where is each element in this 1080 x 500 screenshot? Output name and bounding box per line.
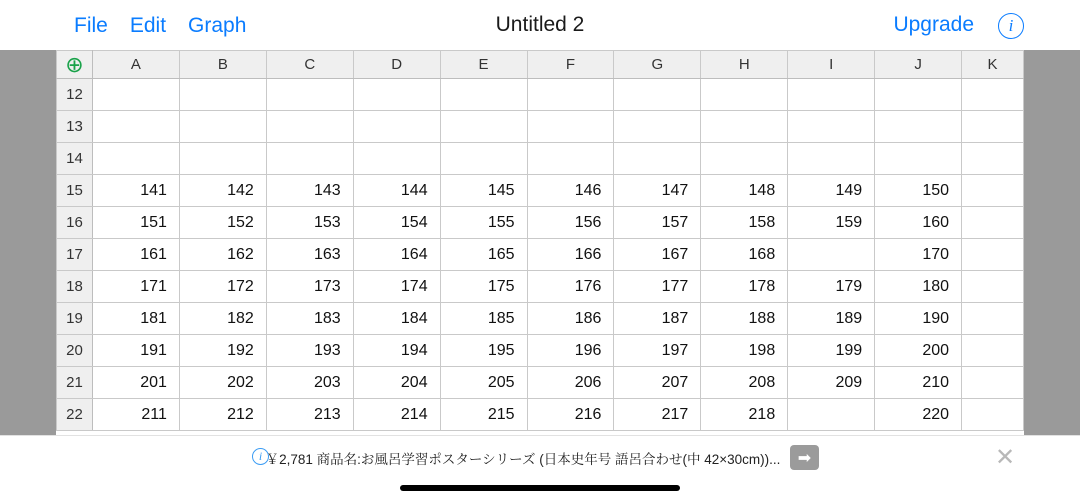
cell[interactable]: 185 xyxy=(440,303,527,335)
cell[interactable] xyxy=(875,111,962,143)
cell[interactable] xyxy=(266,79,353,111)
cell[interactable]: 218 xyxy=(701,399,788,431)
cell[interactable]: 184 xyxy=(353,303,440,335)
cell[interactable]: 202 xyxy=(179,367,266,399)
ad-close-icon[interactable]: ✕ xyxy=(994,444,1016,471)
cell[interactable] xyxy=(614,79,701,111)
menu-edit[interactable]: Edit xyxy=(129,13,167,37)
cell[interactable] xyxy=(788,399,875,431)
cell[interactable]: 203 xyxy=(266,367,353,399)
column-header-g[interactable]: G xyxy=(614,51,701,79)
cell[interactable] xyxy=(962,239,1024,271)
cell[interactable]: 174 xyxy=(353,271,440,303)
cell[interactable] xyxy=(353,79,440,111)
cell[interactable]: 144 xyxy=(353,175,440,207)
cell[interactable] xyxy=(440,143,527,175)
cell[interactable]: 196 xyxy=(527,335,614,367)
cell[interactable]: 214 xyxy=(353,399,440,431)
cell[interactable]: 170 xyxy=(875,239,962,271)
table-row[interactable] xyxy=(57,271,1024,303)
cell[interactable]: 143 xyxy=(266,175,353,207)
row-header[interactable]: 13 xyxy=(57,111,93,143)
cell[interactable]: 198 xyxy=(701,335,788,367)
cell[interactable] xyxy=(92,79,179,111)
column-header-f[interactable]: F xyxy=(527,51,614,79)
cell[interactable] xyxy=(962,111,1024,143)
cell[interactable]: 181 xyxy=(92,303,179,335)
cell[interactable]: 193 xyxy=(266,335,353,367)
cell[interactable]: 187 xyxy=(614,303,701,335)
cell[interactable]: 159 xyxy=(788,207,875,239)
menu-bar xyxy=(74,0,246,50)
select-all-cell[interactable] xyxy=(57,51,93,79)
cell[interactable]: 163 xyxy=(266,239,353,271)
spreadsheet-grid[interactable] xyxy=(56,50,1024,431)
cell[interactable] xyxy=(179,143,266,175)
cell[interactable]: 172 xyxy=(179,271,266,303)
table-row[interactable] xyxy=(57,239,1024,271)
cell[interactable]: 150 xyxy=(875,175,962,207)
cell[interactable] xyxy=(527,143,614,175)
cell[interactable] xyxy=(788,239,875,271)
cell[interactable] xyxy=(527,79,614,111)
cell[interactable]: 154 xyxy=(353,207,440,239)
cell[interactable]: 206 xyxy=(527,367,614,399)
row-header[interactable]: 14 xyxy=(57,143,93,175)
cell[interactable]: 205 xyxy=(440,367,527,399)
cell[interactable]: 197 xyxy=(614,335,701,367)
upgrade-button[interactable]: Upgrade xyxy=(893,13,974,36)
table-row[interactable] xyxy=(57,367,1024,399)
column-header-a[interactable]: A xyxy=(92,51,179,79)
cell[interactable]: 153 xyxy=(266,207,353,239)
cell[interactable] xyxy=(962,271,1024,303)
cell[interactable]: 186 xyxy=(527,303,614,335)
home-indicator[interactable] xyxy=(400,485,680,491)
cell[interactable]: 146 xyxy=(527,175,614,207)
cell[interactable] xyxy=(962,207,1024,239)
cell[interactable] xyxy=(875,143,962,175)
cell[interactable]: 168 xyxy=(701,239,788,271)
column-header-c[interactable]: C xyxy=(266,51,353,79)
cell[interactable] xyxy=(701,79,788,111)
table-row[interactable] xyxy=(57,111,1024,143)
cell[interactable]: 183 xyxy=(266,303,353,335)
row-header[interactable]: 19 xyxy=(57,303,93,335)
cell[interactable]: 194 xyxy=(353,335,440,367)
cell[interactable] xyxy=(788,111,875,143)
cell[interactable]: 216 xyxy=(527,399,614,431)
row-header[interactable]: 12 xyxy=(57,79,93,111)
cell[interactable] xyxy=(266,143,353,175)
cell[interactable] xyxy=(788,143,875,175)
cell[interactable]: 190 xyxy=(875,303,962,335)
column-header-h[interactable]: H xyxy=(701,51,788,79)
row-header[interactable]: 18 xyxy=(57,271,93,303)
cell[interactable] xyxy=(875,79,962,111)
cell[interactable]: 165 xyxy=(440,239,527,271)
column-header-e[interactable]: E xyxy=(440,51,527,79)
ad-text[interactable]: ￥2,781 商品名:お風呂学習ポスターシリーズ (日本史年号 語呂合わせ(中 42×30cm))... xyxy=(265,451,781,467)
cell[interactable] xyxy=(962,303,1024,335)
app-toolbar xyxy=(0,0,1080,51)
row-header[interactable]: 22 xyxy=(57,399,93,431)
row-header[interactable]: 16 xyxy=(57,207,93,239)
cell[interactable]: 176 xyxy=(527,271,614,303)
cell[interactable]: 180 xyxy=(875,271,962,303)
cell[interactable]: 189 xyxy=(788,303,875,335)
cell[interactable] xyxy=(701,143,788,175)
table-row[interactable] xyxy=(57,399,1024,431)
system-bottom-bar xyxy=(0,478,1080,500)
cell[interactable]: 212 xyxy=(179,399,266,431)
table-row[interactable] xyxy=(57,79,1024,111)
document-title: Untitled 2 xyxy=(495,13,585,36)
ad-banner[interactable] xyxy=(0,435,1080,479)
column-header-b[interactable]: B xyxy=(179,51,266,79)
menu-file[interactable]: File xyxy=(74,13,108,37)
cell[interactable] xyxy=(527,111,614,143)
cell[interactable]: 152 xyxy=(179,207,266,239)
cell[interactable]: 158 xyxy=(701,207,788,239)
cell[interactable]: 147 xyxy=(614,175,701,207)
cell[interactable]: 195 xyxy=(440,335,527,367)
table-row[interactable] xyxy=(57,303,1024,335)
cell[interactable] xyxy=(179,111,266,143)
cell[interactable]: 200 xyxy=(875,335,962,367)
cell[interactable]: 207 xyxy=(614,367,701,399)
row-header[interactable]: 21 xyxy=(57,367,93,399)
cell[interactable] xyxy=(962,367,1024,399)
row-header[interactable]: 17 xyxy=(57,239,93,271)
cell[interactable]: 149 xyxy=(788,175,875,207)
cell[interactable]: 167 xyxy=(614,239,701,271)
cell[interactable] xyxy=(614,143,701,175)
cell[interactable]: 148 xyxy=(701,175,788,207)
cell[interactable] xyxy=(179,79,266,111)
ad-arrow-icon[interactable]: ➡ xyxy=(790,445,819,470)
column-header-i[interactable]: I xyxy=(788,51,875,79)
cell[interactable]: 199 xyxy=(788,335,875,367)
cell[interactable]: 192 xyxy=(179,335,266,367)
row-header[interactable]: 15 xyxy=(57,175,93,207)
cell[interactable]: 173 xyxy=(266,271,353,303)
cell[interactable]: 213 xyxy=(266,399,353,431)
cell[interactable]: 204 xyxy=(353,367,440,399)
table-row[interactable] xyxy=(57,207,1024,239)
cell[interactable]: 215 xyxy=(440,399,527,431)
cell[interactable] xyxy=(962,399,1024,431)
cell[interactable]: 156 xyxy=(527,207,614,239)
column-header-row xyxy=(57,51,1024,79)
cell[interactable]: 155 xyxy=(440,207,527,239)
cell[interactable]: 142 xyxy=(179,175,266,207)
cell[interactable] xyxy=(962,79,1024,111)
cell[interactable]: 157 xyxy=(614,207,701,239)
menu-graph[interactable]: Graph xyxy=(188,13,247,37)
cell[interactable]: 208 xyxy=(701,367,788,399)
column-header-j[interactable]: J xyxy=(875,51,962,79)
cell[interactable] xyxy=(701,111,788,143)
cell[interactable]: 160 xyxy=(875,207,962,239)
cell[interactable] xyxy=(353,111,440,143)
cell[interactable]: 162 xyxy=(179,239,266,271)
cell[interactable] xyxy=(788,79,875,111)
cell[interactable]: 175 xyxy=(440,271,527,303)
cell[interactable] xyxy=(962,175,1024,207)
cell[interactable] xyxy=(92,111,179,143)
ad-info-icon[interactable]: i xyxy=(252,448,269,465)
column-header-d[interactable]: D xyxy=(353,51,440,79)
cell[interactable]: 164 xyxy=(353,239,440,271)
cell[interactable]: 177 xyxy=(614,271,701,303)
cell[interactable] xyxy=(440,79,527,111)
cell[interactable]: 220 xyxy=(875,399,962,431)
table-row[interactable] xyxy=(57,175,1024,207)
cell[interactable]: 191 xyxy=(92,335,179,367)
cell[interactable] xyxy=(962,335,1024,367)
table-row[interactable] xyxy=(57,335,1024,367)
cell[interactable]: 188 xyxy=(701,303,788,335)
cell[interactable]: 209 xyxy=(788,367,875,399)
cell[interactable]: 171 xyxy=(92,271,179,303)
column-header-k[interactable]: K xyxy=(962,51,1024,79)
cell[interactable]: 182 xyxy=(179,303,266,335)
cell[interactable]: 145 xyxy=(440,175,527,207)
cell[interactable] xyxy=(962,143,1024,175)
cell[interactable] xyxy=(266,111,353,143)
cell[interactable]: 217 xyxy=(614,399,701,431)
cell[interactable] xyxy=(614,111,701,143)
grid-body[interactable] xyxy=(57,79,1024,431)
cell[interactable]: 161 xyxy=(92,239,179,271)
cell[interactable]: 141 xyxy=(92,175,179,207)
cell[interactable] xyxy=(92,143,179,175)
cell[interactable]: 179 xyxy=(788,271,875,303)
row-header[interactable]: 20 xyxy=(57,335,93,367)
spreadsheet-canvas[interactable] xyxy=(0,50,1080,435)
cell[interactable] xyxy=(440,111,527,143)
cell[interactable]: 151 xyxy=(92,207,179,239)
cell[interactable]: 166 xyxy=(527,239,614,271)
cell[interactable]: 210 xyxy=(875,367,962,399)
cell[interactable]: 178 xyxy=(701,271,788,303)
grid-viewport[interactable] xyxy=(56,50,1024,435)
info-icon[interactable]: i xyxy=(998,13,1024,39)
cell[interactable]: 211 xyxy=(92,399,179,431)
select-all-icon[interactable]: ⊕ xyxy=(65,51,84,77)
cell[interactable]: 201 xyxy=(92,367,179,399)
cell[interactable] xyxy=(353,143,440,175)
table-row[interactable] xyxy=(57,143,1024,175)
